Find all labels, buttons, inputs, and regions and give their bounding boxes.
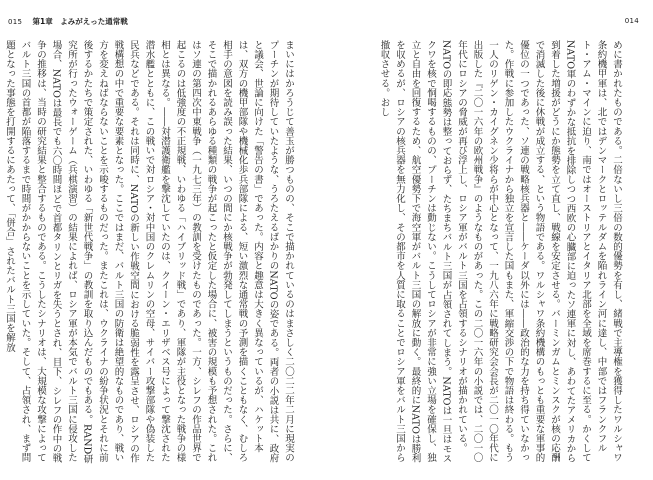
right-page-body [368, 40, 624, 466]
left-page-number: 015 [8, 18, 23, 26]
page-gutter [326, 40, 327, 466]
chapter-title: 第1章 よみがえった通常戦 [32, 17, 128, 26]
right-page-number: 014 [624, 17, 639, 25]
right-page-paragraph: めに書かれたものである。二倍ないし三倍の数的優勢を有し、緒戦で主導権を獲得したワルシャワ条約機甲軍は、北ではデンマークとロッテルダムを陥れライン河に達し、中部ではフランクフルト・アム・マインに迫り、南ではオーストリアとイタリア北部を全域を席巻するに至る。かくしてNATO軍のわずかな抵抗を排除しつつ西欧の心臓部に迫ったソ連軍に対し、あわてたアメリカから到着した増援がどうにか態勢を立て直し、戦線を安定させる。バーミンガムとミンスクが核の応酬で消滅した後に休戦が成立する、という物語である。ワルシャワ条約機構のもっとも重要な軍事的優位の一つであった、ソ連の戦略核兵器と――ケーダ以外には――政治的な力を持ち得ていなかった。作戦に参加したウクライナから独立を宣言した国もまた、軍縮交渉の下で物語は終わる。もう一人のリゲン・カイグネン少将らが中心となって、一九八六年に戦略研究会会長が二〇一〇年代に出版した『二〇一六年の欧州戦争』のようなものがあった。この二〇一六年の小説では、二〇一〇年代にロシアの脅威が再び浮上し、ロシア軍がバルト三国を占領するシナリオが描かれている。NATOの即応態勢は整っておらず、たちまちバルト三国が占領されてしまう。NATOは一旦はモスクワを核で恫喝するものの、プーチンは動じない。こうしてロシアが非常に強い立場を確保し、独立と自由を回復するため、航空優勢下で海空軍がバルト三国の解放に動く。最終的にNATOは勝利を収めるが、ロシアの核兵器を無力化し、その都市を人質に取ることでロシア軍をバルト三国から撤収させる。おし [378, 40, 622, 464]
left-page-body [4, 40, 296, 466]
left-page-paragraph: まいにはかろうじて善玉が勝つものの、そこで描かれているのはまさしく二〇二二年二月に現実のプーチンが期待していたような、うろたえるばかりのNATOの姿である。両者の小説は共に、政府と議会、世論に向けた「警告の書」であった。内容と趣意は大きく異なっているが、ハケット本は、双方の機甲部隊や機械化歩兵部隊による、短い激烈な通常戦の予測を描くこともなく、むしろ相手の意図を読み誤った結果、いつの間にか核戦争が勃発してしまうというものだった。さらに、そこで描かれるあらゆる種類の戦争が起こったと仮定した場合に、被害の規模も予想された。これはソ連の第四次中東戦争（一九七三年）の教訓を受けたものであった。一方、シレフの作品世界で起こるのは低強度の不正規戦、いわゆる「ハイブリッド戦」であり、軍隊が主役となった戦争の様相とは異なる。――対潜護衛艦を撃沈していたのは、クイーン・エリザベス号によって撃沈された潜水艦とともに、この戦いで対ロシア・対中国のクレムリンの空母、サイバー攻撃部隊や偽装した民兵などである。それは同時に、NATOの新しい作戦空間における脆弱性を露呈させ、ロシアの作戦構想の中で重要な要素となった。ここではまだ、バルト三国の防衛は絶望的なものであり、戦い方を変えねばならないことを示唆するものだった。またこれは、ウクライナの紛争状況とそれに前後するかたちで策定された、いわゆる「新世代戦争」の教訓を取り込んだものでもある。RAND研究所が行ったウォーゲーム（兵棋演習）の結果によれば、ロシア軍が本気でバルト三国に侵攻した場合、NATOは最長でも六〇時間ほどで首都タリンとリガを失うとされ、目下、シレフの作中の戦争の推移は、当時の研究結果と整合するものである。こうしたシナリオは、大規模な攻撃によってバルト三国の首都が陥落するまで時間がかからないことを示していた。そして、占領され、まず問題となった事態を打開するにあたって、「併合」されたバルト三国を解放 [4, 40, 294, 464]
page-header [0, 0, 653, 40]
left-page-header [8, 17, 128, 27]
